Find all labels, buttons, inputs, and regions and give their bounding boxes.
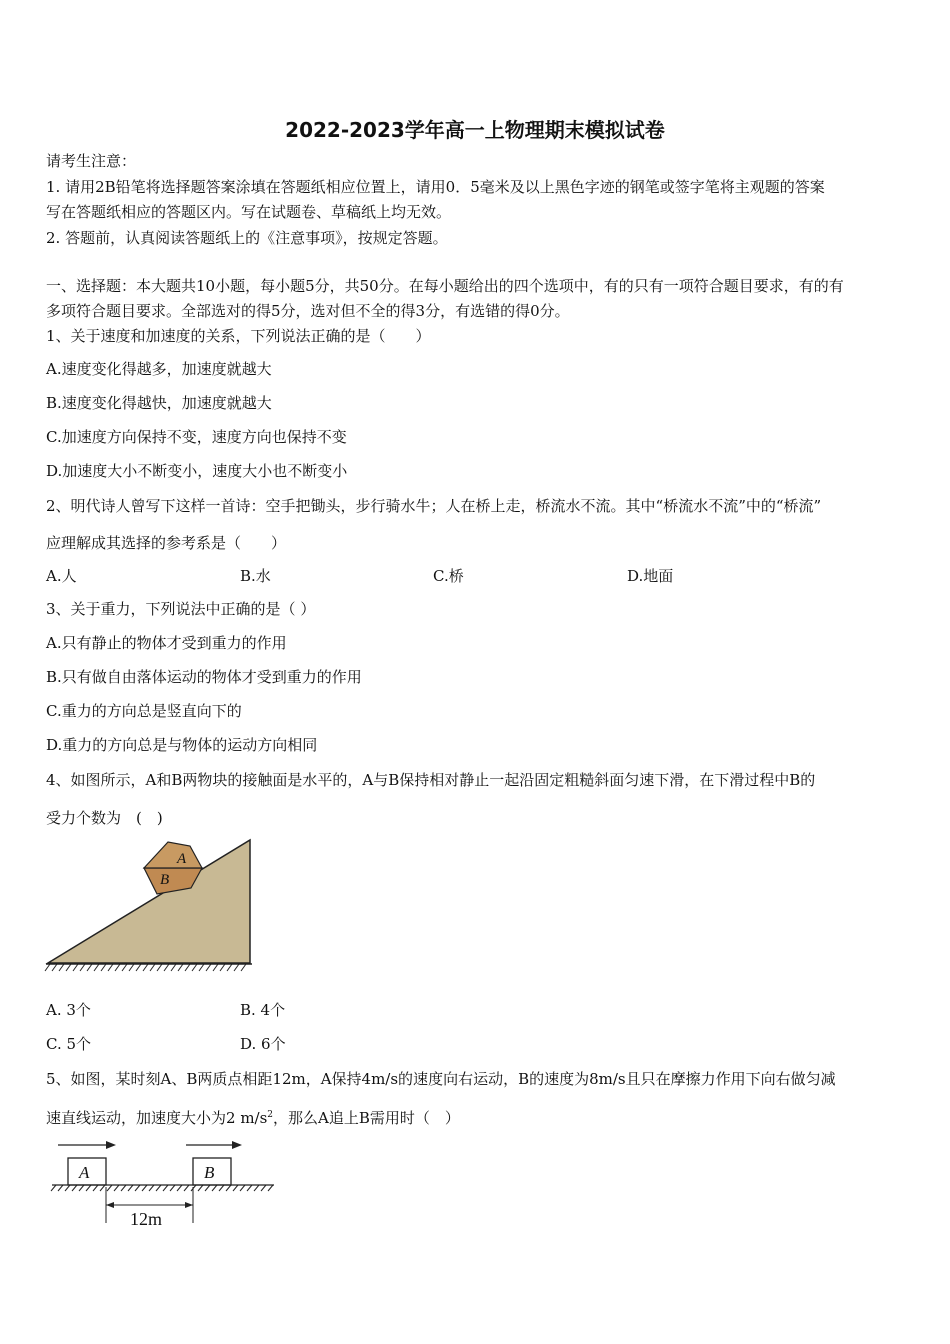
q5-stem-line2-post: ，那么A追上B需用时（ ） [273,1109,460,1127]
dimension-arrow-right [185,1202,193,1208]
q5-unit-exponent: 2 [267,1110,274,1120]
q5-stem-line1: 5、如图，某时刻A、B两质点相距12m，A保持4m/s的速度向右运动，B的速度为8m/s且只在摩擦力作用下向右做匀减 [46,1070,836,1088]
q2-stem-line1: 2、明代诗人曾写下这样一首诗：空手把锄头，步行骑水牛；人在桥上走，桥流水不流。其中“桥流水不流”中的“桥流” [46,497,822,515]
q4-option-b: B. 4个 [240,1001,286,1019]
q5-stem-line2 [46,1105,460,1128]
incline-wedge [48,840,250,963]
section-intro-line1: 一、选择题：本大题共10小题，每小题5分，共50分。在每小题给出的四个选项中，有的只有一项符合题目要求，有的有 [46,277,844,295]
q3-option-d: D.重力的方向总是与物体的运动方向相同 [46,736,318,754]
notice-item2: 2. 答题前，认真阅读答题纸上的《注意事项》，按规定答题。 [46,229,448,247]
q2-option-a: A.人 [46,567,77,585]
block-a-label: A [79,1163,90,1182]
q4-option-a: A. 3个 [46,1001,91,1019]
notice-item1-line2: 写在答题纸相应的答题区内。写在试题卷、草稿纸上均无效。 [46,203,452,221]
q5-stem-line2-pre: 速直线运动，加速度大小为2 m/s [46,1109,268,1127]
q3-stem: 3、关于重力，下列说法中正确的是（ ） [46,600,316,618]
ground-hatching [51,1185,273,1191]
q3-option-c: C.重力的方向总是竖直向下的 [46,702,242,720]
block-b-label: B [160,872,170,888]
section-intro-line2: 多项符合题目要求。全部选对的得5分，选对但不全的得3分，有选错的得0分。 [46,302,570,320]
motion-figure [46,1137,280,1229]
q2-stem-line2: 应理解成其选择的参考系是（ ） [46,534,287,552]
notice-item1-line1: 1. 请用2B铅笔将选择题答案涂填在答题纸相应位置上，请用0．5毫米及以上黑色字迹的钢笔或签字笔将主观题的答案 [46,178,825,196]
arrow-b-head [232,1141,242,1149]
dimension-arrow-left [106,1202,114,1208]
distance-label: 12m [130,1209,163,1229]
q2-option-d: D.地面 [627,567,674,585]
block-a [144,842,202,868]
q3-option-a: A.只有静止的物体才受到重力的作用 [46,634,287,652]
q1-option-a: A.速度变化得越多，加速度就越大 [46,360,272,378]
ground-hatching [45,964,246,971]
q4-stem-line2: 受力个数为 ( ) [46,809,163,827]
page-title: 2022-2023学年高一上物理期末模拟试卷 [285,118,665,142]
q1-option-b: B.速度变化得越快，加速度就越大 [46,394,272,412]
incline-figure [44,836,256,976]
block-b-label: B [204,1163,215,1182]
q4-option-d: D. 6个 [240,1035,286,1053]
q4-stem-line1: 4、如图所示，A和B两物块的接触面是水平的，A与B保持相对静止一起沿固定粗糙斜面匀速下滑，在下滑过程中B的 [46,771,816,789]
q2-option-b: B.水 [240,567,271,585]
block-a-label: A [177,851,187,867]
notice-heading: 请考生注意： [46,152,137,170]
q4-option-c: C. 5个 [46,1035,92,1053]
q2-option-c: C.桥 [433,567,464,585]
q3-option-b: B.只有做自由落体运动的物体才受到重力的作用 [46,668,362,686]
q1-option-c: C.加速度方向保持不变，速度方向也保持不变 [46,428,347,446]
q1-option-d: D.加速度大小不断变小，速度大小也不断变小 [46,462,348,480]
arrow-a-head [106,1141,116,1149]
q1-stem: 1、关于速度和加速度的关系，下列说法正确的是（ ） [46,327,431,345]
